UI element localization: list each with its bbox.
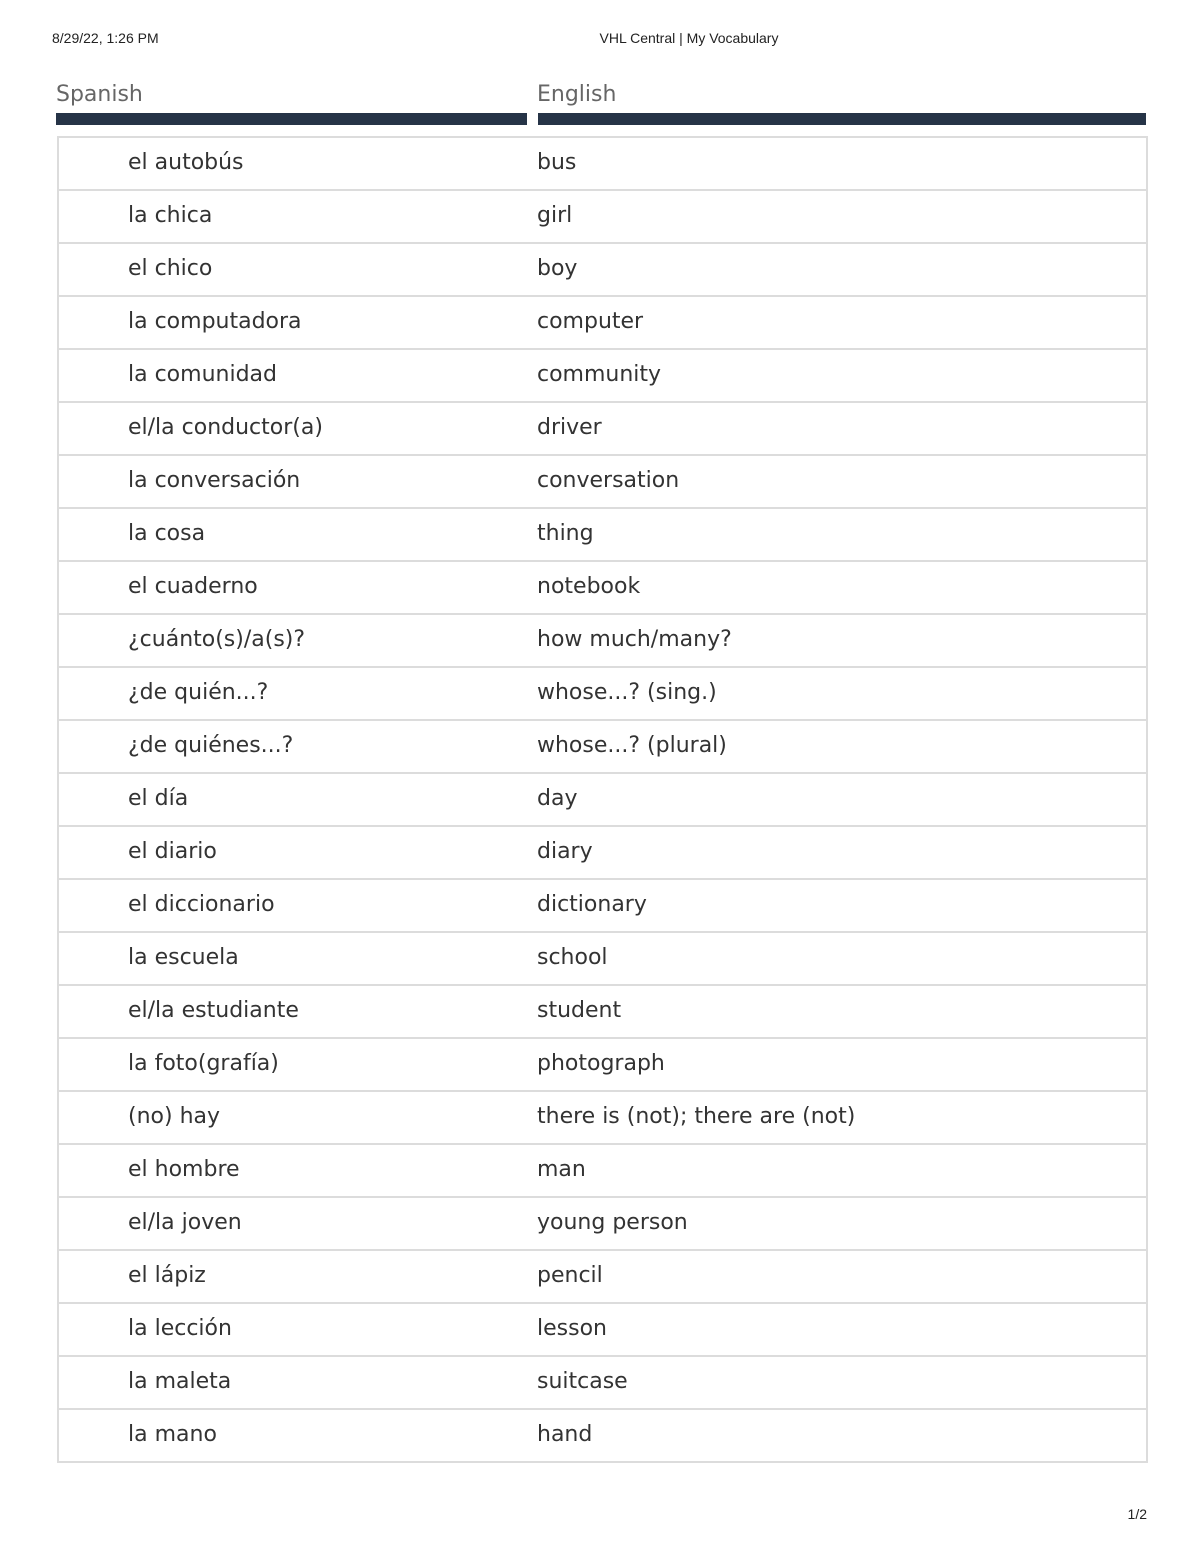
vocabulary-row <box>59 456 1146 509</box>
vocabulary-row <box>59 668 1146 721</box>
column-header-bar-english <box>538 113 1146 125</box>
spanish-term: el/la estudiante <box>128 998 299 1023</box>
spanish-term: (no) hay <box>128 1104 221 1129</box>
print-header <box>0 30 1200 50</box>
vocabulary-row <box>59 827 1146 880</box>
vocabulary-row <box>59 562 1146 615</box>
spanish-term: ¿cuánto(s)/a(s)? <box>128 627 306 652</box>
print-page-number: 1/2 <box>1127 1506 1147 1522</box>
english-term: dictionary <box>537 892 647 917</box>
vocabulary-row <box>59 1251 1146 1304</box>
spanish-term: el autobús <box>128 150 244 175</box>
english-term: student <box>537 998 622 1023</box>
english-term: community <box>537 362 662 387</box>
spanish-term: la lección <box>128 1316 232 1341</box>
spanish-term: ¿de quién...? <box>128 680 269 705</box>
column-heading-spanish: Spanish <box>56 82 143 107</box>
spanish-term: la mano <box>128 1422 217 1447</box>
english-term: diary <box>537 839 593 864</box>
spanish-term: el/la conductor(a) <box>128 415 323 440</box>
vocabulary-row <box>59 721 1146 774</box>
spanish-term: el cuaderno <box>128 574 258 599</box>
vocabulary-row <box>59 986 1146 1039</box>
english-term: lesson <box>537 1316 607 1341</box>
english-term: there is (not); there are (not) <box>537 1104 856 1129</box>
spanish-term: la comunidad <box>128 362 277 387</box>
english-term: whose...? (sing.) <box>537 680 717 705</box>
spanish-term: la escuela <box>128 945 239 970</box>
english-term: hand <box>537 1422 593 1447</box>
vocabulary-row <box>59 774 1146 827</box>
english-term: how much/many? <box>537 627 732 652</box>
vocabulary-row <box>59 138 1146 191</box>
spanish-term: el diccionario <box>128 892 275 917</box>
vocabulary-row <box>59 1145 1146 1198</box>
column-header-bar-spanish <box>56 113 527 125</box>
vocabulary-row <box>59 1039 1146 1092</box>
english-term: notebook <box>537 574 641 599</box>
vocabulary-row <box>59 350 1146 403</box>
spanish-term: la foto(grafía) <box>128 1051 279 1076</box>
spanish-term: el/la joven <box>128 1210 242 1235</box>
spanish-term: la cosa <box>128 521 206 546</box>
vocabulary-row <box>59 1198 1146 1251</box>
spanish-term: el día <box>128 786 189 811</box>
english-term: thing <box>537 521 594 546</box>
vocabulary-row <box>59 1092 1146 1145</box>
print-datetime: 8/29/22, 1:26 PM <box>52 30 159 46</box>
vocabulary-row <box>59 509 1146 562</box>
english-term: girl <box>537 203 573 228</box>
vocabulary-row <box>59 297 1146 350</box>
spanish-term: el diario <box>128 839 217 864</box>
spanish-term: la maleta <box>128 1369 232 1394</box>
spanish-term: el lápiz <box>128 1263 206 1288</box>
english-term: suitcase <box>537 1369 628 1394</box>
english-term: young person <box>537 1210 688 1235</box>
vocabulary-row <box>59 1410 1146 1463</box>
english-term: pencil <box>537 1263 603 1288</box>
english-term: boy <box>537 256 578 281</box>
english-term: day <box>537 786 578 811</box>
vocabulary-row <box>59 191 1146 244</box>
spanish-term: el hombre <box>128 1157 240 1182</box>
english-term: school <box>537 945 608 970</box>
vocabulary-table <box>57 136 1148 1463</box>
spanish-term: el chico <box>128 256 213 281</box>
print-page-title: VHL Central | My Vocabulary <box>599 30 779 46</box>
english-term: driver <box>537 415 602 440</box>
english-term: whose...? (plural) <box>537 733 727 758</box>
vocabulary-row <box>59 244 1146 297</box>
vocabulary-row <box>59 880 1146 933</box>
english-term: photograph <box>537 1051 665 1076</box>
column-heading-english: English <box>537 82 617 107</box>
spanish-term: la conversación <box>128 468 301 493</box>
english-term: bus <box>537 150 577 175</box>
spanish-term: ¿de quiénes...? <box>128 733 294 758</box>
english-term: computer <box>537 309 644 334</box>
vocabulary-row <box>59 615 1146 668</box>
vocabulary-row <box>59 933 1146 986</box>
english-term: man <box>537 1157 586 1182</box>
vocabulary-row <box>59 403 1146 456</box>
spanish-term: la computadora <box>128 309 302 334</box>
vocabulary-row <box>59 1304 1146 1357</box>
english-term: conversation <box>537 468 680 493</box>
spanish-term: la chica <box>128 203 213 228</box>
vocabulary-row <box>59 1357 1146 1410</box>
